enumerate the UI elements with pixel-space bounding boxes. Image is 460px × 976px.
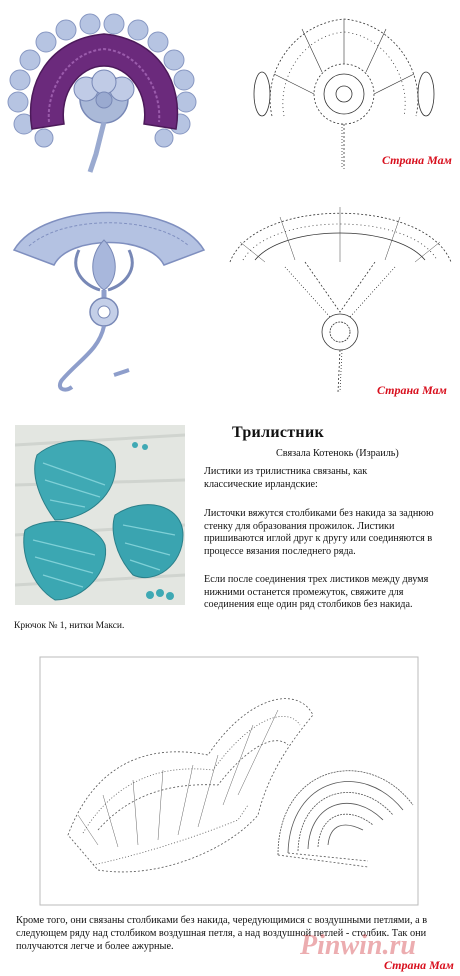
- shell-chart-diagram: [225, 182, 456, 397]
- flower-chart-diagram: [232, 4, 456, 174]
- section-title: Трилистник: [232, 424, 324, 441]
- pinwin-logo: Pinwin.ru: [300, 930, 416, 961]
- hook-caption: Крючок № 1, нитки Макси.: [14, 621, 125, 631]
- teal-leaves-photo: [15, 425, 185, 605]
- trefoil-leaf-chart: [38, 655, 420, 907]
- flower-motif-photo: [4, 4, 204, 174]
- watermark-mid: Страна Мам: [377, 383, 447, 397]
- watermark-top: Страна Мам: [382, 153, 452, 167]
- shell-motif-photo: [4, 180, 214, 395]
- watermark-bottom: Страна Мам: [384, 958, 454, 972]
- intro-paragraph: Листики из трилистника связаны, как классические ирландские:: [204, 466, 368, 490]
- bottom-paragraph: Кроме того, они связаны столбиками без накида, чередующимися с воздушными петлями, а в следующем ряду над столбиком воздушная петля, а над воздушной петлей - столбик. Так они получаются легче и более ажурные.: [16, 915, 428, 952]
- author-line: Связала Котенокь (Израиль): [276, 448, 399, 459]
- technique-paragraph: Листочки вяжутся столбиками без накида за заднюю стенку для образования прожилок. Листики пришиваются иглой друг к другу или соединяются в процессе вязания последнего ряда.: [204, 508, 434, 557]
- joining-paragraph: Если после соединения трех листиков между двумя нижними останется промежуток, свяжите для соединения еще один ряд столбиков без накида.: [204, 574, 429, 611]
